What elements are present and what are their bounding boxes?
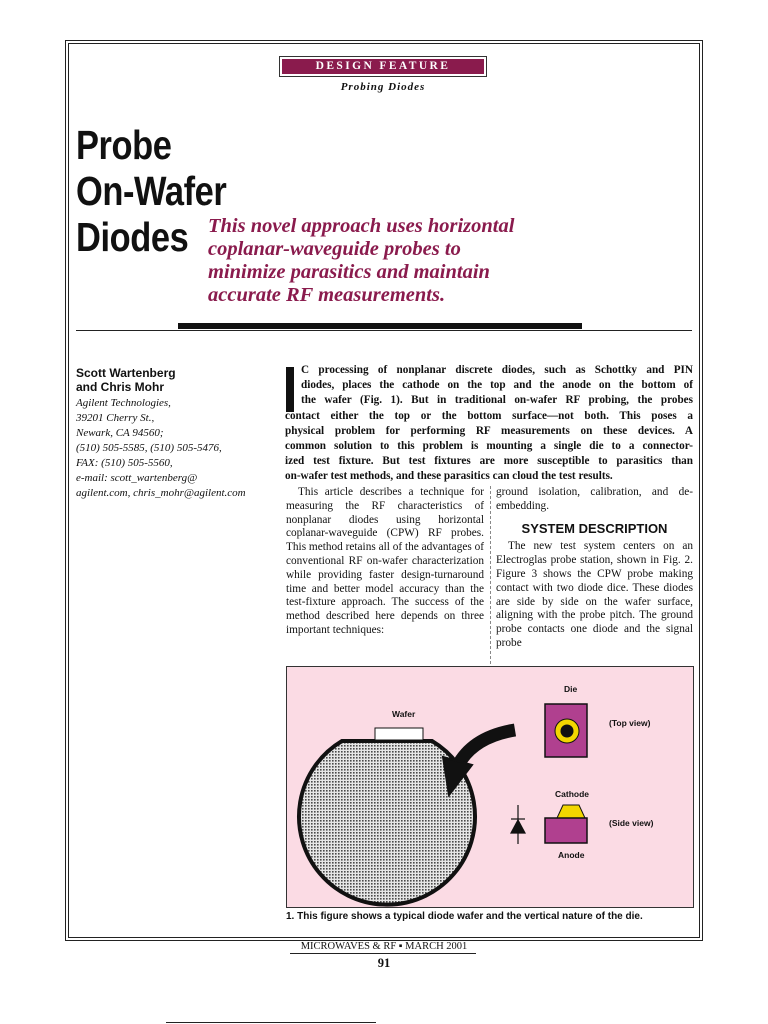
lead-line: on-wafer test methods, and these parasitics can cloud the test results. [285,470,613,483]
affiliation-line: Agilent Technologies, [76,397,171,409]
title-line: Probe [76,122,172,168]
anode-label: Anode [558,850,585,860]
title-line: On-Wafer [76,168,227,214]
article-deck [208,215,608,307]
cathode-label: Cathode [555,789,589,799]
deck-line: accurate RF measurements. [208,284,446,306]
affiliation-line: agilent.com, chris_mohr@agilent.com [76,487,246,499]
affiliation-line: e-mail: scott_wartenberg@ [76,472,198,484]
affiliation-line: (510) 505-5585, (510) 505-5476, [76,442,222,454]
footer-publication: MICROWAVES & RF ▪ MARCH 2001 [300,941,468,952]
deck-line: coplanar-waveguide probes to [208,238,461,260]
lead-line: contact either the top or the bottom surface—not both. This poses a [285,409,693,422]
author-affiliation [76,396,286,501]
anode-layer [545,818,587,843]
wafer-label: Wafer [392,709,416,719]
column-divider [490,486,491,664]
author-names [76,366,276,394]
lead-line: the wafer (Fig. 1). But in traditional on-wafer RF probing, the probes [301,394,693,407]
lead-line: C processing of nonplanar discrete diodes, such as Schottky and PIN [301,364,693,376]
body-paragraph: The new test system centers on an Electroglas probe station, shown in Fig. 2. Figure 3 shows the CPW probe making contact with two diode dice. These diodes are side by side on the wafer surface, aligning with the probe pitch. The ground probe contacts one diode and the signal probe [496,540,693,649]
section-heading: SYSTEM DESCRIPTION [521,520,668,536]
author-line: Scott Wartenberg [76,366,176,380]
body-paragraph: ground isolation, calibration, and de-embedding. [496,486,693,512]
body-paragraph: This article describes a technique for measuring the RF characteristics of nonplanar diodes using horizontal coplanar-waveguide (CPW) RF probes. This method retains all of the advantages of conventional RF on-wafer characterization while providing faster design-turnaround time and better model accuracy than the test-fixture approach. The success of the method described here depends on three important techniques: [286,486,484,636]
curved-arrow [457,730,515,767]
body-column-2 [496,486,693,651]
figure-caption: 1. This figure shows a typical diode wafer and the vertical nature of the die. [286,911,643,922]
title-line: Diodes [76,214,189,260]
wafer-flat-label [375,728,423,740]
side-view-label: (Side view) [609,818,654,828]
cathode-layer [557,805,585,818]
lead-line: diodes, places the cathode on the top and the anode on the bottom of [301,379,693,392]
section-subtitle: Probing Diodes [340,81,426,93]
author-line: and Chris Mohr [76,380,165,394]
figure-diagram [287,667,693,907]
bottom-rule [166,1022,376,1023]
affiliation-line: 39201 Cherry St., [76,412,155,424]
title-thin-rule [76,330,692,331]
section-banner: DESIGN FEATURE [279,56,487,77]
body-column-1 [286,486,484,638]
lead-line: ized test fixture. But test fixtures are more susceptible to parasitics than [285,455,693,468]
affiliation-line: FAX: (510) 505-5560, [76,457,173,469]
lead-line: common solution to this problem is mounting a single die to a connector- [285,440,693,453]
figure-1 [286,666,694,908]
lead-line: physical problem for performing RF measurements on these devices. A [285,424,693,437]
title-thick-rule [178,323,582,329]
affiliation-line: Newark, CA 94560; [76,427,164,439]
deck-line: minimize parasitics and maintain [208,261,490,283]
top-view-label: (Top view) [609,718,651,728]
footer-rule [290,953,476,954]
lead-paragraph [285,363,693,485]
die-label: Die [564,684,578,694]
deck-line: This novel approach uses horizontal [208,215,515,237]
diode-symbol-icon [511,805,525,844]
page-number: 91 [377,956,391,970]
